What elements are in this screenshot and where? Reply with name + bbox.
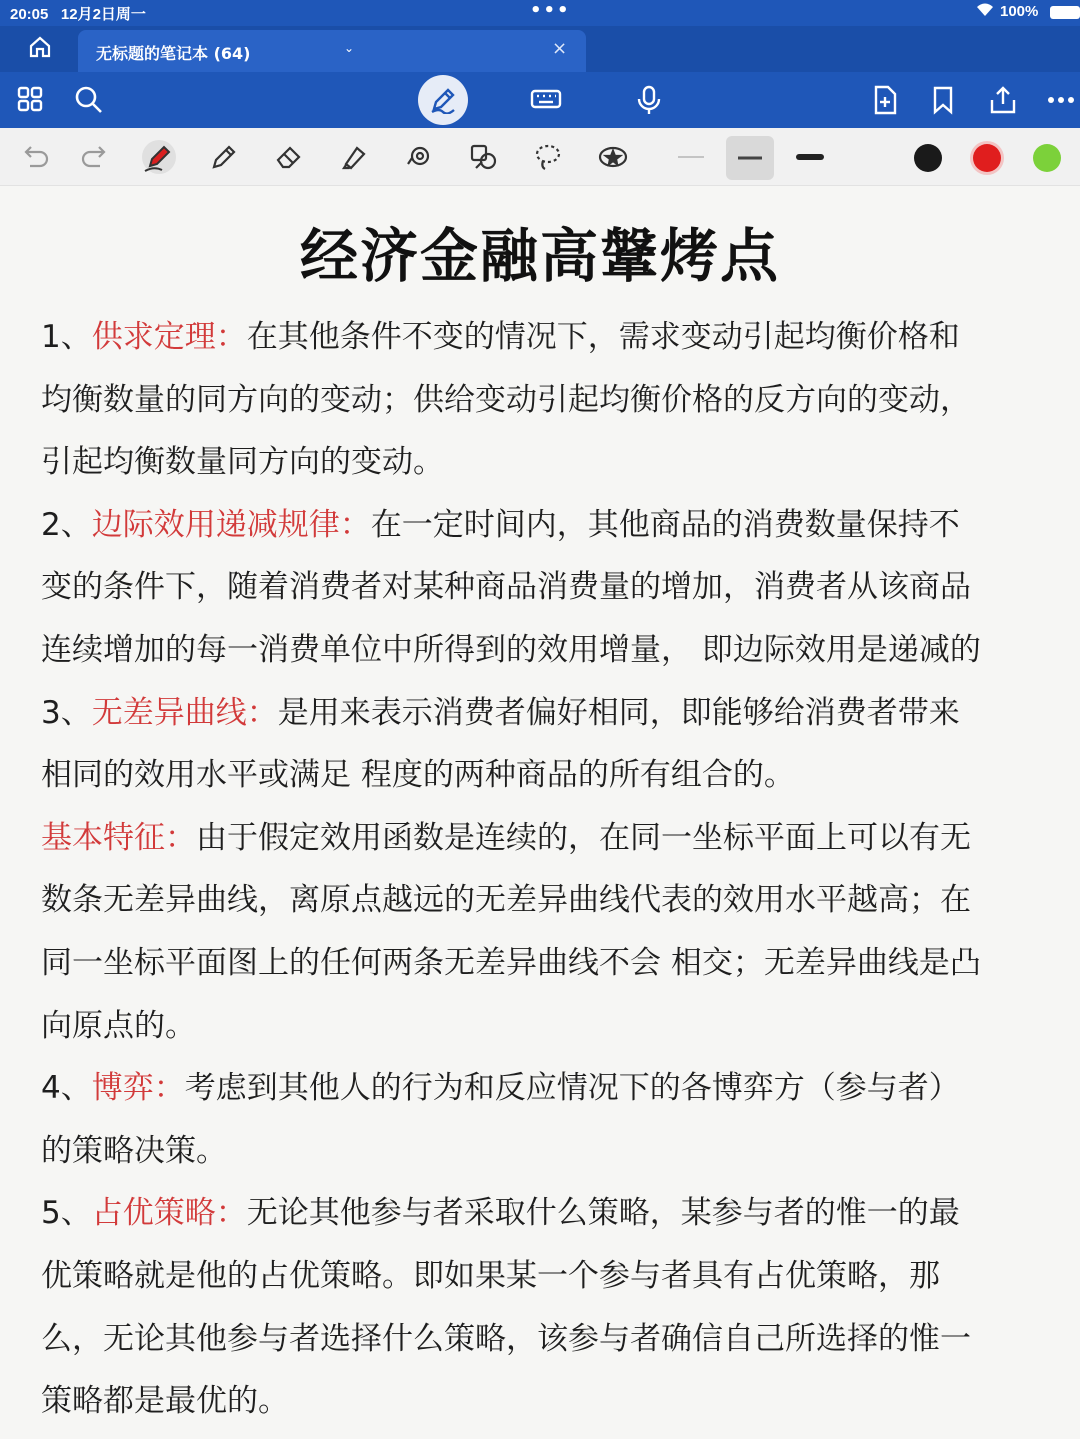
pen-toolbar [0, 128, 1080, 186]
line-text: 么，无论其他参与者选择什么策略，该参与者确信自己所选择的惟一 [41, 1320, 971, 1357]
line-text: 策略都是最优的。 [41, 1383, 289, 1420]
term-keyword: 博弈： [91, 1070, 185, 1107]
search-icon[interactable] [74, 85, 104, 115]
text-line [41, 937, 981, 982]
item-number: 2、 [41, 506, 92, 543]
text-line [41, 1375, 289, 1420]
text-line [41, 749, 795, 794]
lasso-icon[interactable] [531, 140, 565, 174]
term-keyword: 边际效用递减规律： [91, 506, 371, 543]
line-text: 的策略决策。 [41, 1132, 227, 1169]
color-black-swatch[interactable] [914, 144, 942, 172]
pen-mode-button[interactable] [418, 75, 468, 125]
main-toolbar [0, 72, 1080, 128]
eraser-icon[interactable] [272, 140, 306, 174]
line-text: 考虑到其他人的行为和反应情况下的各博弈方（参与者） [184, 1070, 960, 1107]
text-line [41, 374, 971, 419]
item-number: 3、 [41, 694, 92, 731]
line-text: 变的条件下，随着消费者对某种商品消费量的增加，消费者从该商品 [41, 569, 971, 606]
text-line [41, 687, 960, 732]
bookmark-icon[interactable] [930, 85, 960, 115]
text-line [41, 874, 971, 919]
more-icon[interactable] [1046, 85, 1076, 115]
line-text: 相同的效用水平或满足 程度的两种商品的所有组合的。 [41, 757, 795, 794]
fountain-pen-icon[interactable] [142, 140, 176, 174]
chevron-down-icon[interactable]: ⌄ [344, 41, 355, 55]
microphone-icon[interactable] [636, 85, 666, 115]
color-green-swatch[interactable] [1033, 144, 1061, 172]
line-text: 引起均衡数量同方向的变动。 [41, 444, 444, 481]
page-title: 经济金融高鞶烤点 [299, 222, 780, 290]
line-text: 数条无差异曲线，离原点越远的无差异曲线代表的效用水平越高；在 [41, 882, 971, 919]
item-number: 4、 [41, 1070, 92, 1107]
pen-mode-icon [429, 86, 457, 114]
status-time: 20:05 12月2日周一 [10, 6, 146, 23]
line-text: 在其他条件不变的情况下，需求变动引起均衡价格和 [246, 319, 960, 355]
text-line [41, 311, 960, 356]
term-keyword: 占优策略： [91, 1195, 247, 1232]
notebook-tab[interactable] [78, 30, 586, 72]
text-line [41, 624, 981, 669]
text-line [41, 1187, 960, 1232]
line-text: 同一坐标平面图上的任何两条无差异曲线不会 相交；无差异曲线是凸 [41, 945, 981, 981]
keyboard-icon[interactable] [530, 85, 560, 115]
text-line [41, 561, 971, 606]
term-keyword: 基本特征： [41, 819, 196, 856]
text-line [41, 1313, 971, 1358]
text-line [41, 1125, 227, 1170]
multitask-dots[interactable]: ••• [530, 0, 571, 21]
line-text: 向原点的。 [41, 1007, 196, 1044]
redo-icon[interactable] [78, 140, 112, 174]
line-text: 优策略就是他的占优策略。即如果某一个参与者具有占优策略，那 [41, 1258, 940, 1294]
line-text: 是用来表示消费者偏好相同，即能够给消费者带来 [277, 694, 960, 731]
sticker-icon[interactable] [596, 140, 630, 174]
color-red-swatch[interactable] [973, 144, 1001, 172]
home-icon[interactable] [28, 35, 54, 61]
line-text: 连续增加的每一消费单位中所得到的效用增量， 即边际效用是递减的 [41, 632, 981, 668]
stroke-medium-icon [726, 136, 774, 180]
text-line [41, 812, 971, 857]
highlighter-icon[interactable] [337, 140, 371, 174]
battery-percent: 100% [1000, 3, 1039, 20]
stroke-medium-button[interactable] [726, 136, 774, 180]
add-page-icon[interactable] [871, 85, 901, 115]
pencil-icon[interactable] [207, 140, 241, 174]
text-line [41, 1062, 960, 1107]
shape-tool-icon[interactable] [467, 140, 501, 174]
line-text: 由于假定效用函数是连续的，在同一坐标平面上可以有无 [196, 819, 971, 856]
line-text: 无论其他参与者采取什么策略，某参与者的惟一的最 [246, 1195, 960, 1232]
status-bar [0, 0, 1080, 26]
wifi-icon [976, 3, 994, 21]
text-line [41, 499, 960, 544]
stroke-thin-icon[interactable] [674, 140, 708, 174]
undo-icon[interactable] [18, 140, 52, 174]
battery-icon [1050, 6, 1080, 19]
text-line [41, 436, 444, 481]
app-header [0, 0, 1080, 128]
term-keyword: 供求定理： [91, 319, 247, 355]
line-text: 在一定时间内，其他商品的消费数量保持不 [370, 506, 960, 543]
item-number: 5、 [41, 1195, 92, 1232]
note-page[interactable] [0, 187, 1080, 1439]
share-icon[interactable] [988, 85, 1018, 115]
close-icon[interactable]: × [552, 38, 568, 59]
stroke-thick-icon[interactable] [793, 140, 827, 174]
tab-title: 无标题的笔记本 (64) [96, 44, 251, 63]
grid-icon[interactable] [16, 85, 46, 115]
text-line [41, 1000, 196, 1045]
tab-row [0, 26, 1080, 72]
text-line [41, 1250, 940, 1295]
line-text: 均衡数量的同方向的变动；供给变动引起均衡价格的反方向的变动， [41, 381, 971, 418]
term-keyword: 无差异曲线： [91, 694, 278, 731]
shapes-icon[interactable] [402, 140, 436, 174]
item-number: 1、 [41, 319, 92, 355]
